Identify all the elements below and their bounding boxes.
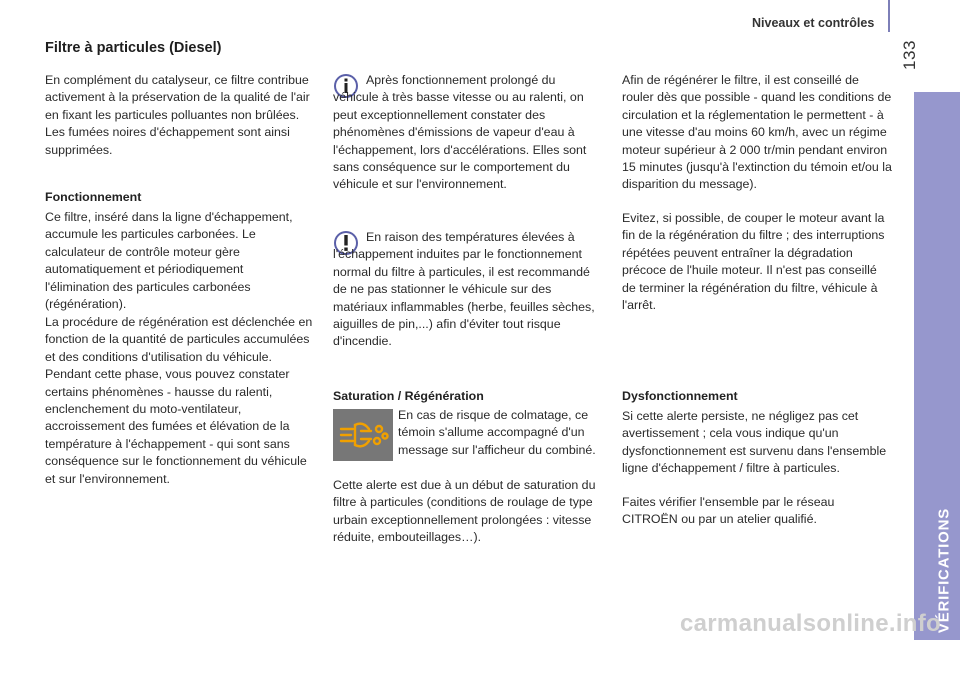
fonctionnement-paragraph-1: Ce filtre, inséré dans la ligne d'échappement, accumule les particules carbonées. Le calculateur de contrôle moteur gère automatiquement et périodiquement l'élimination des particules carbonées (régénération). — [45, 210, 293, 312]
info-note: Après fonctionnement prolongé du véhicule à très basse vitesse ou au ralenti, on peut exceptionnellement constater des phénomènes d'émissions de vapeur d'eau à l'échappement, lors d'accélérations. Elles sont sans conséquence sur le comportement du véhicule et sur l'environnement. — [333, 73, 587, 192]
warning-note: En raison des températures élevées à l'échappement induites par le fonctionnement normal du filtre à particules, il est recommandé de ne pas stationner le véhicule sur des matériaux inflammables (herbe, feuilles sèches, aiguilles de pin,...) afin d'éviter tout risque d'incendie. — [333, 230, 595, 349]
saturation-paragraph: Cette alerte est due à un début de saturation du filtre à particules (conditions de roulage de type urbain exceptionnellement prolongées : vitesse réduite, embouteillages…). — [333, 478, 596, 545]
page-number: 133 — [899, 40, 919, 70]
regeneration-advice-paragraph: Afin de régénérer le filtre, il est conseillé de rouler dès que possible - quand les conditions de circulation et la réglementation le permettent - à une vitesse d'au moins 60 km/h, avec un régime moteur supérieur à 2 000 tr/min pendant environ 15 minutes (jusqu'à l'extinction du témoin et/ou la disparition du message). — [622, 73, 892, 192]
chapter-label: VÉRIFICATIONS — [935, 507, 953, 634]
page-title: Filtre à particules (Diesel) — [45, 40, 222, 56]
fonctionnement-paragraph-2: La procédure de régénération est déclenchée en fonction de la quantité de particules accumulées et des conditions d'utilisation du véhicule. Pendant cette phase, vous pouvez constater certains phénomènes - hausse du ralenti, enclenchement du moto-ventilateur, accroissement des fumées et élévation de la température à l'échappement - qui sont sans conséquence sur le fonctionnement du véhicule et sur l'environnement. — [45, 315, 313, 486]
chapter-number: 7 — [924, 652, 947, 696]
subheading-fonctionnement: Fonctionnement — [45, 190, 142, 204]
malfunction-paragraph: Si cette alerte persiste, ne négligez pas cet avertissement ; cela vous indique qu'un dysfonctionnement est survenu dans l'ensemble ligne d'échappement / filtre à particules. — [622, 409, 887, 476]
chapter-side-tab — [914, 92, 960, 696]
header-divider — [888, 0, 890, 32]
subheading-saturation: Saturation / Régénération — [333, 389, 484, 403]
watermark: carmanualsonline.info — [680, 610, 942, 637]
intro-paragraph: En complément du catalyseur, ce filtre contribue activement à la préservation de la qualité de l'air en fixant les particules polluantes non brûlées. Les fumées noires d'échappement sont ainsi supprimées. — [45, 73, 310, 157]
saturation-lamp-text: En cas de risque de colmatage, ce témoin s'allume accompagné d'un message sur l'afficheur du combiné. — [398, 408, 596, 457]
particle-filter-warning-lamp-icon — [333, 409, 403, 459]
section-header: Niveaux et contrôles — [752, 16, 875, 30]
engine-stop-advice-paragraph: Evitez, si possible, de couper le moteur avant la fin de la régénération du filtre ; des interruptions répétées peuvent entraîner la dégradation précoce de l'huile moteur. Il n'est pas conseillé de terminer la régénération du filtre, véhicule à l'arrêt. — [622, 211, 885, 313]
dealer-check-paragraph: Faites vérifier l'ensemble par le réseau CITROËN ou par un atelier qualifié. — [622, 495, 835, 527]
subheading-dysfonctionnement: Dysfonctionnement — [622, 389, 738, 403]
